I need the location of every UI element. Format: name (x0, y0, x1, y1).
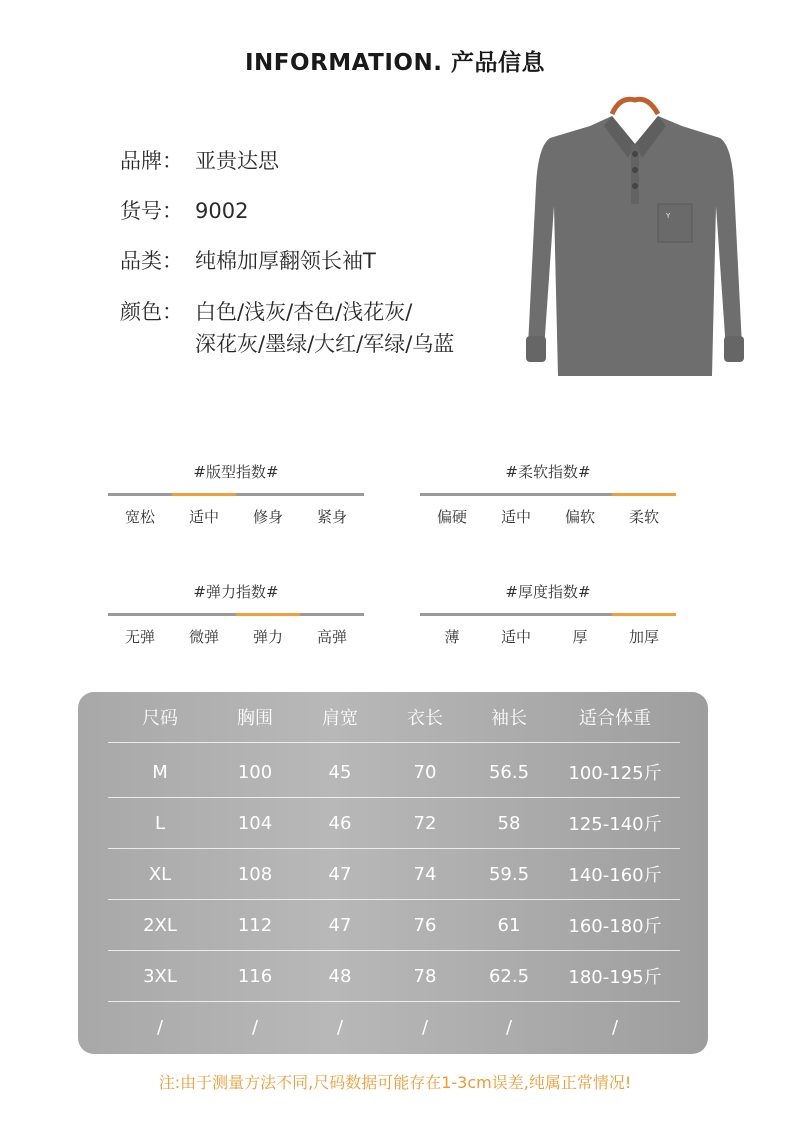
softness-index-highlight (612, 493, 676, 496)
thickness-index (420, 581, 676, 647)
fit-option: 紧身 (316, 508, 347, 526)
table-cell: 58 (497, 812, 521, 834)
size-table-header (108, 692, 680, 743)
svg-text:Y: Y (666, 212, 671, 220)
table-cell: / (251, 1017, 259, 1038)
thickness-option: 适中 (500, 628, 531, 646)
header-cell: 肩宽 (322, 708, 358, 729)
page-title: INFORMATION. 产品信息 (245, 50, 545, 76)
brand-row (120, 145, 279, 177)
fit-index-bar (108, 493, 364, 496)
header-cell: 尺码 (142, 708, 178, 729)
table-cell: 116 (237, 965, 273, 987)
fit-index (108, 461, 364, 527)
table-row (108, 747, 680, 798)
table-row (108, 849, 680, 900)
table-cell: 74 (413, 863, 437, 885)
sku-value: 9002 (195, 199, 249, 223)
table-cell: 47 (328, 863, 352, 885)
elasticity-index (108, 581, 364, 647)
table-cell: / (505, 1017, 513, 1038)
category-label: 品类： (120, 249, 183, 273)
thickness-option: 厚 (572, 628, 588, 646)
table-cell: 61 (497, 914, 521, 936)
table-cell: 47 (328, 914, 352, 936)
thickness-option: 加厚 (628, 628, 659, 646)
header-cell: 适合体重 (579, 708, 651, 729)
elasticity-option: 无弹 (124, 628, 155, 646)
softness-option: 偏硬 (436, 508, 467, 526)
elasticity-index-highlight (236, 613, 300, 616)
table-cell: 59.5 (488, 863, 530, 885)
softness-index (420, 461, 676, 527)
softness-index-bar (420, 493, 676, 496)
table-cell: 180-195斤 (568, 967, 662, 988)
table-cell: 45 (328, 761, 352, 783)
table-row (108, 951, 680, 1002)
brand-value: 亚贵达思 (195, 149, 279, 173)
thickness-index-bar (420, 613, 676, 616)
header-cell: 袖长 (491, 708, 527, 729)
table-cell: 104 (237, 812, 273, 834)
fit-index-highlight (172, 493, 236, 496)
softness-index-title: #柔软指数# (505, 463, 591, 481)
table-row (108, 1002, 680, 1053)
fit-index-title: #版型指数# (193, 463, 279, 481)
table-cell: 112 (237, 914, 273, 936)
table-cell: 70 (413, 761, 437, 783)
table-row (108, 798, 680, 849)
thickness-option: 薄 (444, 628, 460, 646)
table-cell: 46 (328, 812, 352, 834)
brand-label: 品牌： (120, 149, 183, 173)
sku-row (120, 195, 248, 227)
table-cell: 78 (413, 965, 437, 987)
table-cell: 160-180斤 (568, 916, 662, 937)
table-cell: / (421, 1017, 429, 1038)
elasticity-option: 弹力 (252, 628, 283, 646)
fit-option: 宽松 (124, 508, 155, 526)
elasticity-index-title: #弹力指数# (193, 583, 279, 601)
table-cell: / (336, 1017, 344, 1038)
colors-line-1: 白色/浅灰/杏色/浅花灰/ (195, 300, 413, 324)
table-cell: M (152, 761, 168, 783)
color-row (120, 296, 454, 360)
table-cell: 2XL (143, 914, 177, 936)
table-row (108, 900, 680, 951)
softness-option: 柔软 (628, 508, 659, 526)
table-cell: 100-125斤 (568, 763, 662, 784)
softness-option: 适中 (500, 508, 531, 526)
color-values (195, 296, 454, 360)
colors-line-2: 深花灰/墨绿/大红/军绿/乌蓝 (195, 332, 455, 356)
color-label: 颜色： (120, 300, 183, 324)
table-cell: XL (148, 863, 172, 885)
table-cell: L (154, 812, 166, 834)
table-cell: 3XL (143, 965, 177, 987)
table-cell: 48 (328, 965, 352, 987)
elasticity-option: 微弹 (188, 628, 219, 646)
table-cell: 72 (413, 812, 437, 834)
header-cell: 胸围 (237, 708, 273, 729)
table-cell: 62.5 (488, 965, 530, 987)
table-cell: 140-160斤 (568, 865, 662, 886)
table-cell: 100 (237, 761, 273, 783)
table-cell: / (156, 1017, 164, 1038)
measurement-note: 注:由于测量方法不同,尺码数据可能存在1-3cm误差,纯属正常情况! (158, 1073, 632, 1092)
fit-option: 修身 (252, 508, 283, 526)
table-cell: 56.5 (488, 761, 530, 783)
thickness-index-highlight (612, 613, 676, 616)
thickness-index-title: #厚度指数# (505, 583, 591, 601)
category-row (120, 245, 376, 277)
table-cell: / (611, 1017, 619, 1038)
table-cell: 76 (413, 914, 437, 936)
header-cell: 衣长 (407, 708, 443, 729)
size-table (78, 692, 708, 1054)
shirt-image (520, 96, 750, 386)
table-cell: 108 (237, 863, 273, 885)
category-value: 纯棉加厚翻领长袖T (195, 249, 376, 273)
elasticity-index-bar (108, 613, 364, 616)
table-cell: 125-140斤 (568, 814, 662, 835)
elasticity-option: 高弹 (316, 628, 347, 646)
sku-label: 货号： (120, 199, 183, 223)
fit-option: 适中 (188, 508, 219, 526)
softness-option: 偏软 (564, 508, 595, 526)
